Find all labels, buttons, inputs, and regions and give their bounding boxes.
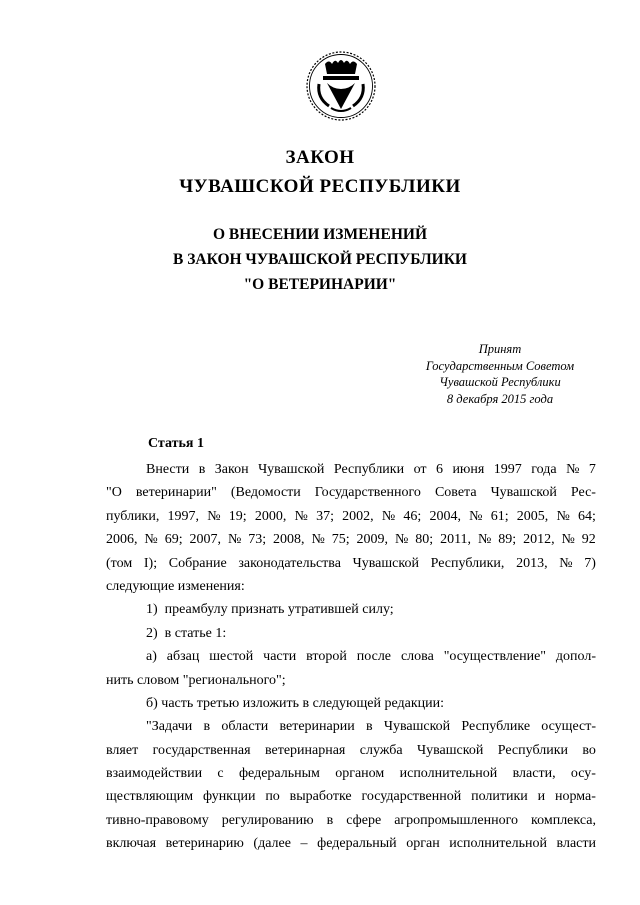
law-subtitle-line-1: О ВНЕСЕНИИ ИЗМЕНЕНИЙ	[212, 226, 427, 243]
article-word: 2005,	[516, 508, 549, 524]
article-word: по	[265, 789, 280, 805]
article-word: осу-	[570, 766, 596, 782]
article-word: в	[198, 462, 206, 477]
article-word: Республики	[333, 462, 405, 477]
article-word: исполнительной	[399, 766, 498, 782]
article-word: 2002,	[342, 508, 374, 524]
article-word: 75;	[331, 532, 350, 548]
article-word: функции	[202, 789, 256, 805]
article-word: 2011,	[440, 532, 472, 548]
article-word: служба	[359, 742, 403, 758]
article-word: года	[531, 462, 557, 477]
article-word: нить словом "регионального";	[106, 672, 286, 688]
article-word: Государственного	[314, 485, 421, 501]
article-word: 80;	[415, 532, 434, 548]
article-word: №	[566, 462, 580, 477]
article-text-line	[106, 809, 596, 832]
article-word: части	[263, 649, 297, 665]
article-word: 2009,	[356, 532, 389, 548]
article-word: 1) преамбулу признать утратившей силу;	[146, 602, 394, 618]
adoption-note	[400, 341, 600, 407]
adoption-line: Принят	[478, 342, 522, 356]
article-word: (далее	[253, 836, 291, 852]
article-word: ветеринарии"	[135, 485, 217, 501]
article-word: (том	[106, 555, 133, 571]
article-word: №	[294, 508, 308, 524]
article-text-line	[106, 575, 596, 598]
article-word: абзац	[166, 649, 200, 665]
article-word: Внести	[146, 462, 190, 477]
article-word: шестой	[209, 649, 254, 665]
article-word: 64;	[578, 508, 596, 524]
article-word: Республики	[497, 742, 568, 758]
article-word: государственная	[152, 742, 251, 758]
article-word: 19;	[228, 508, 247, 524]
article-word: 6	[435, 462, 443, 477]
article-word: а)	[146, 649, 157, 665]
article-word: 61;	[490, 508, 509, 524]
article-word: №	[381, 508, 396, 524]
article-word: 1997	[493, 462, 522, 477]
article-word: Закон	[214, 462, 249, 477]
article-word: органом	[335, 766, 385, 782]
article-word: государственной	[361, 789, 462, 805]
article-word: выработке	[289, 789, 352, 805]
article-word: Чувашской	[417, 742, 484, 758]
article-word: 2007,	[189, 532, 222, 548]
article-word: "осуществление"	[443, 649, 546, 665]
adoption-date: 8 декабря 2015 года	[446, 391, 554, 406]
article-text-line	[106, 458, 596, 481]
article-word: включая	[106, 836, 157, 852]
article-word: 2004,	[429, 508, 461, 524]
article-text-line	[106, 739, 596, 762]
article-word: 7)	[584, 555, 596, 571]
article-text-line	[106, 692, 596, 715]
article-word: №	[559, 555, 573, 571]
adoption-line: Чувашской Республики	[439, 375, 561, 389]
law-subtitle-line-2: В ЗАКОН ЧУВАШСКОЙ РЕСПУБЛИКИ	[173, 251, 467, 268]
article-word: Чувашской	[258, 462, 325, 477]
article-word: Совета	[434, 485, 477, 501]
article-word: федеральным	[238, 766, 320, 782]
article-word: №	[144, 532, 158, 548]
article-word: публики,	[106, 508, 160, 524]
article-word: вляет	[106, 742, 139, 758]
article-word: исполнительной	[449, 836, 547, 852]
article-word: в	[326, 812, 334, 828]
article-word: №	[394, 532, 409, 548]
article-word: второй	[306, 649, 347, 665]
law-title-republic: ЧУВАШСКОЙ РЕСПУБЛИКИ	[179, 176, 461, 197]
article-word: б) часть третью изложить в следующей редакции:	[146, 695, 444, 711]
article-word: законодательства	[238, 555, 341, 571]
article-word: в	[365, 719, 373, 735]
article-word: допол-	[555, 649, 596, 665]
article-word: №	[556, 508, 570, 524]
article-text-line	[106, 832, 596, 855]
article-word: ществляющим	[106, 789, 194, 805]
article-word: I);	[143, 555, 158, 571]
article-word: регулированию	[221, 812, 314, 828]
article-word: 2008,	[273, 532, 305, 548]
article-word: агропромышленного	[394, 812, 518, 828]
article-word: июня	[452, 462, 485, 477]
article-word: №	[561, 532, 575, 548]
article-word: 46;	[403, 508, 422, 524]
article-word: 2) в статье 1:	[146, 625, 227, 641]
article-word: норма-	[554, 789, 596, 805]
article-word: №	[477, 532, 492, 548]
article-word: ветеринарная	[264, 742, 346, 758]
article-word: (Ведомости	[230, 485, 301, 501]
law-subtitle-line-3: "О ВЕТЕРИНАРИИ"	[243, 276, 397, 293]
article-text-line	[106, 552, 596, 575]
article-word: 2013,	[516, 555, 548, 571]
article-word: следующие изменения:	[106, 578, 245, 594]
article-word: Республике	[461, 719, 531, 735]
article-text-line	[106, 528, 596, 551]
article-word: 2012,	[523, 532, 555, 548]
article-word: с	[217, 766, 224, 782]
article-word: комплекса,	[531, 812, 596, 828]
article-word: федеральный	[317, 836, 397, 852]
article-word: в	[203, 719, 211, 735]
article-text-line	[106, 505, 596, 528]
chuvash-republic-emblem-icon	[305, 50, 377, 122]
article-word: области	[221, 719, 269, 735]
article-word: –	[300, 836, 308, 852]
article-body	[106, 458, 596, 856]
article-text-line	[106, 598, 596, 621]
article-word: 2000,	[254, 508, 287, 524]
article-word: 37;	[316, 508, 334, 524]
article-text-line	[106, 645, 596, 668]
article-word: после	[356, 649, 392, 665]
article-text-line	[106, 481, 596, 504]
article-word: ветеринарии	[279, 719, 355, 735]
article-word: 2006,	[106, 532, 138, 548]
article-word: тивно-правовому	[106, 812, 209, 828]
article-word: 69;	[164, 532, 183, 548]
article-word: Чувашской	[383, 719, 451, 735]
article-word: орган	[406, 836, 440, 852]
article-word: №	[469, 508, 483, 524]
article-word: "О	[106, 485, 122, 501]
article-word: слова	[400, 649, 434, 665]
article-text-line	[106, 715, 596, 738]
article-word: "Задачи	[146, 719, 193, 735]
article-word: Чувашской	[490, 485, 557, 501]
article-word: осущест-	[541, 719, 596, 735]
article-word: и	[537, 789, 546, 805]
adoption-line: Государственным Советом	[425, 358, 575, 373]
article-text-line	[106, 762, 596, 785]
article-word: №	[227, 532, 242, 548]
article-heading: Статья 1	[148, 436, 204, 451]
article-word: Чувашской	[352, 555, 419, 571]
article-word: 73;	[248, 532, 267, 548]
law-title: ЗАКОН	[285, 147, 355, 168]
article-word: власти	[556, 836, 596, 852]
article-word: Рес-	[570, 485, 596, 501]
article-word: 7	[588, 462, 596, 477]
article-word: политики	[471, 789, 528, 805]
article-word: во	[582, 742, 596, 758]
article-word: власти,	[512, 766, 556, 782]
article-word: от	[413, 462, 427, 477]
article-word: 89;	[498, 532, 517, 548]
article-text-line	[106, 669, 596, 692]
article-word: Республики,	[430, 555, 505, 571]
article-word: ветеринарию	[165, 836, 244, 852]
article-word: 1997,	[167, 508, 200, 524]
article-word: Собрание	[168, 555, 227, 571]
article-word: №	[311, 532, 325, 548]
article-word: №	[207, 508, 221, 524]
article-word: сфере	[346, 812, 382, 828]
article-word: взаимодействии	[106, 766, 203, 782]
article-text-line	[106, 785, 596, 808]
article-word: 92	[581, 532, 596, 548]
article-text-line	[106, 622, 596, 645]
